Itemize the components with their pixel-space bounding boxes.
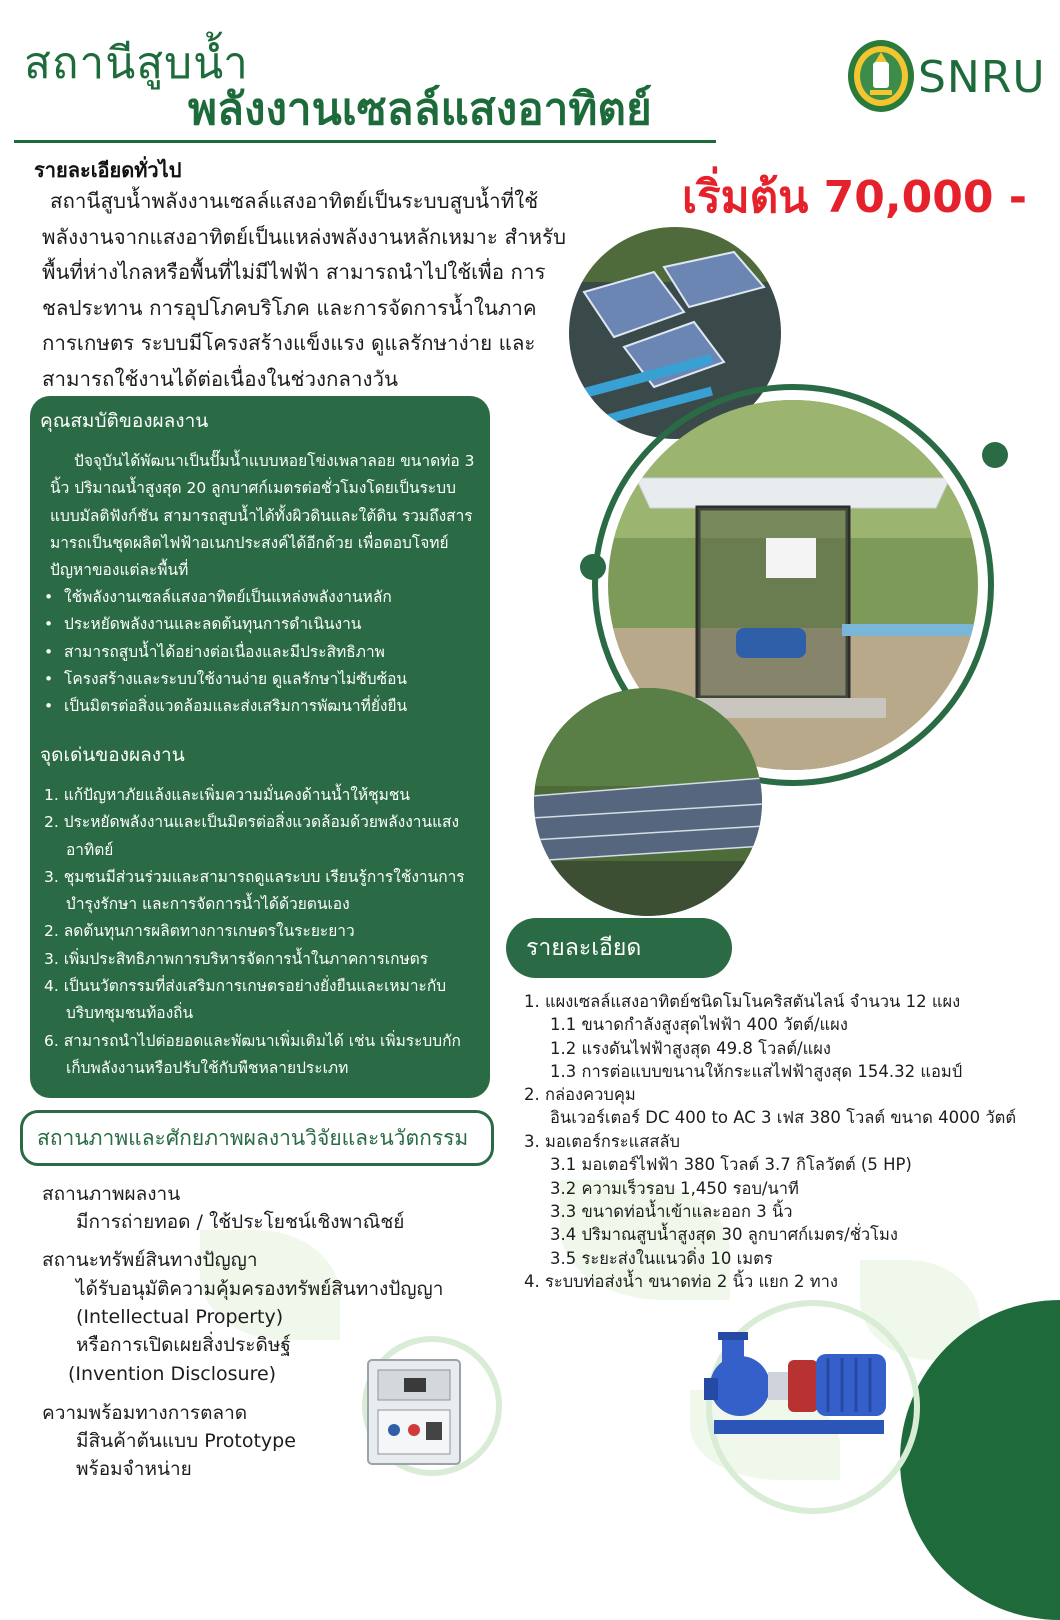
photo-solar-panel [532, 686, 764, 918]
ip-status-label: สถานะทรัพย์สินทางปัญญา [42, 1249, 258, 1271]
detail-line: 3.2 ความเร็วรอบ 1,450 รอบ/นาที [550, 1179, 799, 1198]
features-panel [30, 396, 490, 1098]
detail-line: 1.2 แรงดันไฟฟ้าสูงสุด 49.8 โวลต์/แผง [550, 1039, 831, 1058]
list-item: • เป็นมิตรต่อสิ่งแวดล้อมและส่งเสริมการพัฒนาที่ยั่งยืน [44, 693, 407, 720]
work-status-value: มีการถ่ายทอด / ใช้ประโยชน์เชิงพาณิชย์ [76, 1211, 405, 1233]
ip-status-line: หรือการเปิดเผยสิ่งประดิษฐ์ [76, 1334, 291, 1356]
university-seal-logo [846, 38, 916, 114]
list-item: 3. ชุมชนมีส่วนร่วมและสามารถดูแลระบบ เรียนรู้การใช้งานการบำรุงรักษา และการจัดการน้ำได้ด้วยตนเอง [44, 867, 465, 914]
page-title-line1: สถานีสูบน้ำ [24, 38, 249, 89]
features-heading: คุณสมบัติของผลงาน [40, 410, 209, 432]
detail-line: อินเวอร์เตอร์ DC 400 to AC 3 เฟส 380 โวลต์ ขนาด 4000 วัตต์ [550, 1108, 1017, 1127]
market-readiness-line: พร้อมจำหน่าย [76, 1458, 192, 1480]
market-readiness-label: ความพร้อมทางการตลาด [42, 1402, 248, 1424]
ip-status-line: ได้รับอนุมัติความคุ้มครองทรัพย์สินทางปัญญา [76, 1278, 444, 1300]
detail-line: 3.1 มอเตอร์ไฟฟ้า 380 โวลต์ 3.7 กิโลวัตต์ (5 HP) [550, 1155, 912, 1174]
motor-pump-image [704, 1324, 894, 1454]
detail-line: 3.5 ระยะส่งในแนวดิ่ง 10 เมตร [550, 1249, 773, 1268]
detail-line: 1.1 ขนาดกำลังสูงสุดไฟฟ้า 400 วัตต์/แผง [550, 1015, 848, 1034]
detail-line: 3.4 ปริมาณสูบน้ำสูงสุด 30 ลูกบาศก์เมตร/ชั่วโมง [550, 1225, 898, 1244]
control-box-image [364, 1356, 464, 1468]
general-heading: รายละเอียดทั่วไป [34, 158, 182, 182]
details-heading: รายละเอียด [506, 918, 732, 978]
detail-line: 2. กล่องควบคุม [524, 1085, 636, 1104]
brand-name: SNRU [918, 52, 1046, 103]
list-item: 2. ลดต้นทุนการผลิตทางการเกษตรในระยะยาว [44, 922, 355, 941]
list-item: • ใช้พลังงานเซลล์แสงอาทิตย์เป็นแหล่งพลังงานหลัก [44, 584, 407, 611]
general-description: สถานีสูบน้ำพลังงานเซลล์แสงอาทิตย์เป็นระบบสูบน้ำที่ใช้ พลังงานจากแสงอาทิตย์เป็นแหล่งพลังงานหลักเหมาะ สำหรับพื้นที่ห่างไกลหรือพื้นที่ไม่มีไฟฟ้า สามารถนำไปใช้เพื่อ การชลประทาน การอุปโภคบริโภค และการจัดการน้ำในภาค การเกษตร ระบบมีโครงสร้างแข็งแรง ดูแลรักษาง่าย และ สามารถใช้งานได้ต่อเนื่องในช่วงกลางวัน [42, 189, 567, 391]
ip-status-line: (Intellectual Property) [76, 1306, 284, 1328]
highlights-list [44, 782, 484, 1082]
ip-status-line: (Invention Disclosure) [68, 1363, 277, 1385]
list-item: 6. สามารถนำไปต่อยอดและพัฒนาเพิ่มเติมได้ เช่น เพิ่มระบบกักเก็บพลังงานหรือปรับใช้กับพืชหลายประเภท [44, 1031, 461, 1077]
page-title-line2: พลังงานเซลล์แสงอาทิตย์ [188, 84, 652, 135]
highlights-heading: จุดเด่นของผลงาน [40, 744, 185, 766]
list-item: 1. แก้ปัญหาภัยแล้งและเพิ่มความมั่นคงด้านน้ำให้ชุมชน [44, 786, 411, 804]
list-item: • สามารถสูบน้ำได้อย่างต่อเนื่องและมีประสิทธิภาพ [44, 639, 407, 666]
list-item: • ประหยัดพลังงานและลดต้นทุนการดำเนินงาน [44, 611, 407, 638]
list-item: 2. ประหยัดพลังงานและเป็นมิตรต่อสิ่งแวดล้อมด้วยพลังงานแสงอาทิตย์ [44, 813, 460, 859]
market-readiness-line: มีสินค้าต้นแบบ Prototype [76, 1430, 296, 1452]
list-item: 3. เพิ่มประสิทธิภาพการบริหารจัดการน้ำในภาคการเกษตร [44, 949, 429, 968]
price-label: เริ่มต้น 70,000 - [682, 172, 1028, 223]
features-paragraph: ปัจจุบันได้พัฒนาเป็นปั๊มน้ำแบบหอยโข่งเพลาลอย ขนาดท่อ 3 นิ้ว ปริมาณน้ำสูงสุด 20 ลูกบาศก์เมตรต่อชั่วโมงโดยเป็นระบบแบบมัลติฟังก์ชัน สามารถสูบน้ำได้ทั้งผิวดินและใต้ดิน รวมถึงสารมารถเป็นชุดผลิตไฟฟ้าอเนกประสงค์ได้อีกด้วย เพื่อตอบโจทย์ปัญหาของแต่ละพื้นที่ [50, 452, 475, 580]
features-bullet-list [44, 584, 407, 720]
title-divider [14, 140, 716, 143]
work-status-label: สถานภาพผลงาน [42, 1183, 181, 1205]
detail-line: 3.3 ขนาดท่อน้ำเข้าและออก 3 นิ้ว [550, 1202, 793, 1221]
status-heading: สถานภาพและศักยภาพผลงานวิจัยและนวัตกรรม [20, 1110, 494, 1166]
list-item: 4. เป็นนวัตกรรมที่ส่งเสริมการเกษตรอย่างยั่งยืนและเหมาะกับบริบทชุมชนท้องถิ่น [44, 977, 447, 1023]
decor-dot [982, 442, 1008, 468]
detail-line: 3. มอเตอร์กระแสสลับ [524, 1132, 680, 1151]
decor-dot [580, 554, 606, 580]
detail-line: 1. แผงเซลล์แสงอาทิตย์ชนิดโมโนคริสตันไลน์ จำนวน 12 แผง [524, 992, 961, 1011]
detail-line: 1.3 การต่อแบบขนานให้กระแสไฟฟ้าสูงสุด 154.32 แอมป์ [550, 1062, 963, 1081]
detail-line: 4. ระบบท่อส่งน้ำ ขนาดท่อ 2 นิ้ว แยก 2 ทาง [524, 1272, 838, 1291]
list-item: • โครงสร้างและระบบใช้งานง่าย ดูแลรักษาไม่ซับซ้อน [44, 666, 407, 693]
